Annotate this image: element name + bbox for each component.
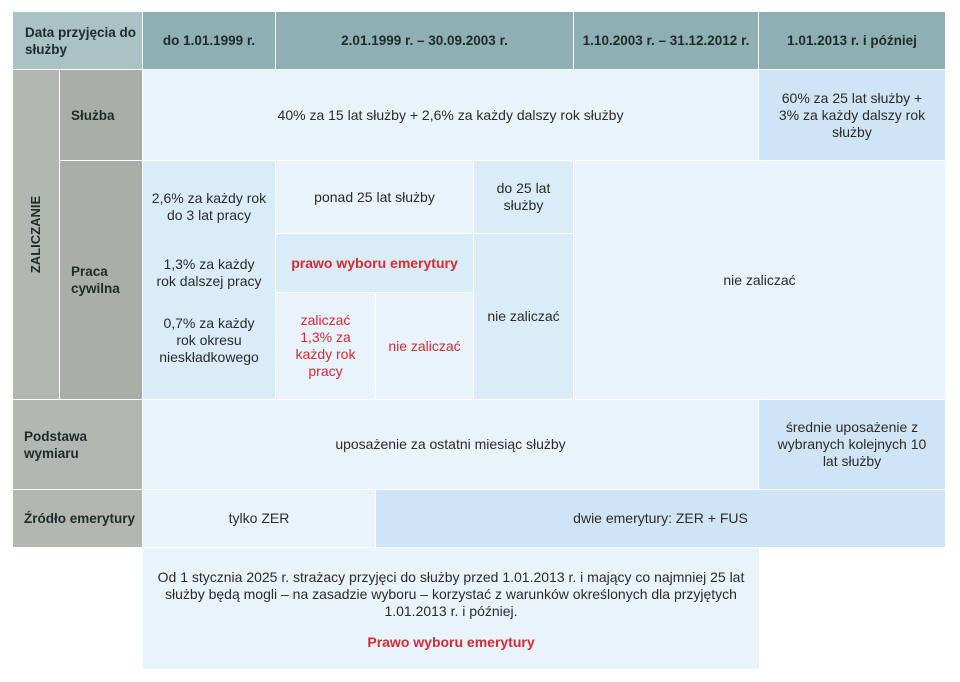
sluzba-new-rule: 60% za 25 lat służby + 3% za każdy dalszy rok służby xyxy=(759,70,945,160)
note-box xyxy=(143,548,759,669)
row-label-zrodlo: Źródło emerytury xyxy=(13,490,142,547)
praca-choice-emerytury: prawo wyboru emerytury xyxy=(276,234,473,292)
praca-upto-25-text: do 25 lat służby xyxy=(496,180,551,213)
header-period-3: 1.10.2003 r. – 31.12.2012 r. xyxy=(574,12,758,69)
praca-upto-25 xyxy=(474,161,573,233)
note-text: Od 1 stycznia 2025 r. strażacy przyjęci do służby przed 1.01.2013 r. i mający co najmniej 25 lat służby będą mogli – na zasadzie wyboru – korzystać z warunków określonych dla przyjętych 1.01.2013 r. i później. xyxy=(157,569,745,619)
praca-rate-2: 1,3% za każdy rok dalszej pracy xyxy=(156,256,262,289)
praca-not-count-c: nie zaliczać xyxy=(574,161,945,399)
header-date-label: Data przyjęcia do służby xyxy=(13,12,142,69)
praca-rate-1: 2,6% za każdy rok do 3 lat pracy xyxy=(151,190,267,223)
podstawa-new-rule: średnie uposażenie z wybranych kolejnych 10 lat służby xyxy=(759,400,945,489)
row-label-podstawa: Podstawa wymiaru xyxy=(13,400,142,489)
praca-over-25: ponad 25 lat służby xyxy=(276,161,473,233)
header-period-4: 1.01.2013 r. i później xyxy=(759,12,945,69)
podstawa-old-rule: uposażenie za ostatni miesiąc służby xyxy=(143,400,758,489)
sluzba-old-rule: 40% za 15 lat służby + 2,6% za każdy dalszy rok służby xyxy=(143,70,758,160)
header-period-1: do 1.01.1999 r. xyxy=(143,12,275,69)
row-label-praca-cywilna: Praca cywilna xyxy=(60,161,142,399)
zaliczanie-label: ZALICZANIE xyxy=(28,195,44,274)
zrodlo-new-rule: dwie emerytury: ZER + FUS xyxy=(376,490,945,547)
zrodlo-old-rule: tylko ZER xyxy=(143,490,375,547)
header-period-2: 2.01.1999 r. – 30.09.2003 r. xyxy=(276,12,573,69)
row-label-sluzba: Służba xyxy=(60,70,142,160)
praca-count-13: zaliczać 1,3% za każdy rok pracy xyxy=(276,293,375,399)
praca-not-count-b: nie zaliczać xyxy=(474,234,573,399)
praca-rate-3: 0,7% za każdy rok okresu nieskładkowego xyxy=(159,314,259,365)
note-highlight: Prawo wyboru emerytury xyxy=(367,634,535,650)
zaliczanie-group xyxy=(13,70,59,399)
praca-not-count-a: nie zaliczać xyxy=(376,293,473,399)
